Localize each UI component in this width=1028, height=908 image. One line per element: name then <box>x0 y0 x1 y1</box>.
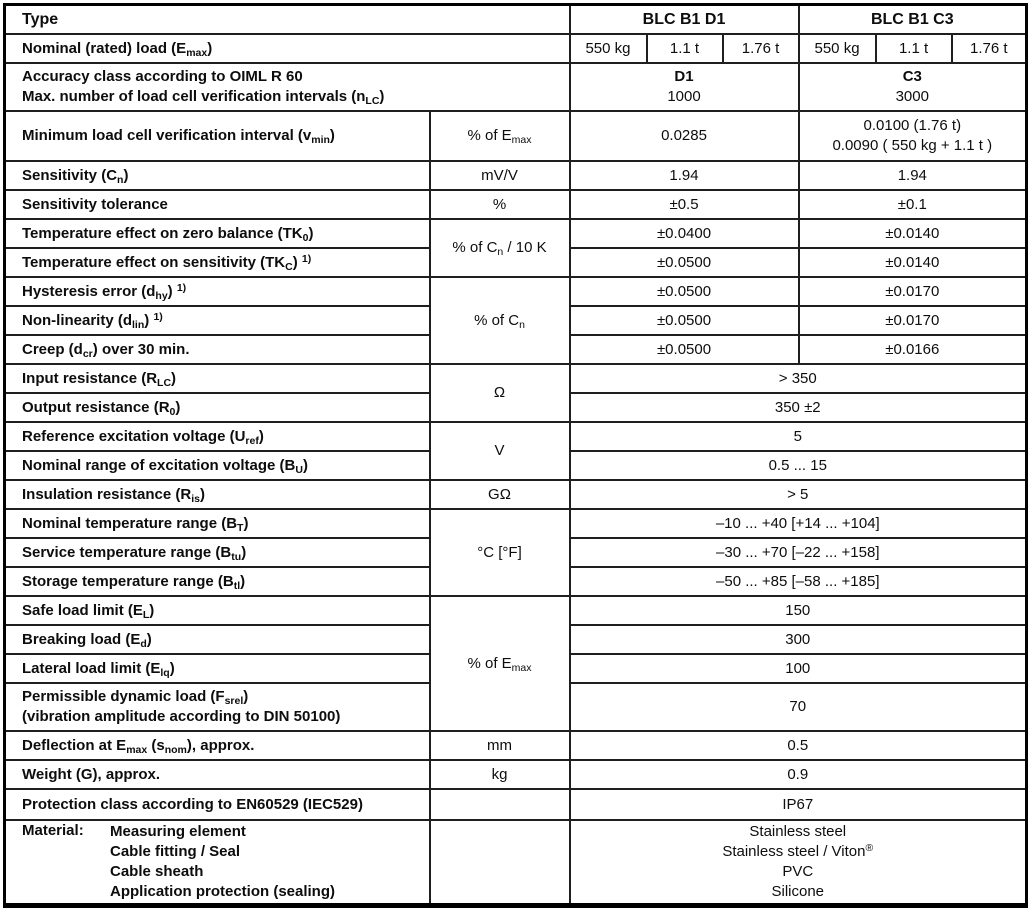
breaking-load-label: Breaking load $(E_d)$ <box>5 625 430 654</box>
breaking-load-value: 300 <box>570 625 1027 654</box>
material-unit-empty <box>430 820 570 906</box>
nonlinearity-c3-value: ±0.0170 <box>799 306 1027 335</box>
column-header-blc-b1-c3: BLC B1 C3 <box>799 5 1027 35</box>
sensitivity-c3-value: 1.94 <box>799 161 1027 190</box>
accuracy-class-c3: C3 <box>902 68 922 85</box>
table-row-accuracy-class <box>5 63 1027 111</box>
accuracy-class-label-line1: Accuracy class according to OIML R 60 <box>22 68 303 85</box>
table-row-sensitivity <box>5 161 1027 190</box>
accuracy-class-label-line2: Max. number of load cell verification intervals $(n_{LC})$ <box>22 88 385 107</box>
dynamic-load-label-line2: (vibration amplitude according to DIN 50100) <box>22 708 341 725</box>
volt-unit: V <box>430 422 570 480</box>
temp-service-value: –30 ... +70 [–22 ... +158] <box>570 538 1027 567</box>
nom-voltage-value: 0.5 ... 15 <box>570 451 1027 480</box>
tkc-label: Temperature effect on sensitivity $(TK_C)$ $^{1)}$ <box>5 248 430 277</box>
min-verification-c3-value <box>799 111 1027 161</box>
material-values-cell <box>570 820 1027 906</box>
percent-cn-unit: % of $C_n$ <box>430 277 570 364</box>
column-header-blc-b1-d1: BLC B1 D1 <box>570 5 799 35</box>
ref-voltage-value: 5 <box>570 422 1027 451</box>
table-row-type <box>5 5 1027 35</box>
creep-d1-value: ±0.0500 <box>570 335 799 364</box>
table-row-min-verification-interval <box>5 111 1027 161</box>
sensitivity-label: Sensitivity $(C_n)$ <box>5 161 430 190</box>
sensitivity-unit: mV/V <box>430 161 570 190</box>
min-verification-label: Minimum load cell verification interval $(v_{min})$ <box>5 111 430 161</box>
material-item-application-protection: Application protection (sealing) <box>110 883 336 900</box>
material-item-measuring-element: Measuring element <box>110 823 246 840</box>
min-verification-c3-line2: 0.0090 ( 550 kg + 1.1 t ) <box>832 137 993 154</box>
table-row-input-resistance <box>5 364 1027 393</box>
table-row-insulation-resistance <box>5 480 1027 509</box>
intervals-d1: 1000 <box>667 88 701 105</box>
nominal-load-label: Nominal (rated) load $(E_{max})$ <box>5 34 570 63</box>
min-verification-unit: % of $E_{max}$ <box>430 111 570 161</box>
nominal-load-d1-550kg: 550 kg <box>570 34 647 63</box>
tkc-c3-value: ±0.0140 <box>799 248 1027 277</box>
nominal-load-c3-1-1t: 1.1 t <box>876 34 952 63</box>
accuracy-class-d1: D1 <box>674 68 694 85</box>
nominal-load-c3-550kg: 550 kg <box>799 34 876 63</box>
tk0-c3-value: ±0.0140 <box>799 219 1027 248</box>
creep-c3-value: ±0.0166 <box>799 335 1027 364</box>
specs-table <box>3 3 1028 908</box>
weight-label: Weight (G), approx. <box>5 760 430 789</box>
table-row-safe-load-limit <box>5 596 1027 625</box>
table-row-sensitivity-tolerance <box>5 190 1027 219</box>
material-value-cable-sheath: PVC <box>782 863 814 880</box>
nominal-load-c3-1-76t: 1.76 t <box>952 34 1027 63</box>
nominal-load-d1-1-76t: 1.76 t <box>723 34 799 63</box>
nonlinearity-label: Non-linearity $(d_{lin})$ $^{1)}$ <box>5 306 430 335</box>
hysteresis-d1-value: ±0.0500 <box>570 277 799 306</box>
table-row-temp-effect-zero <box>5 219 1027 248</box>
table-row-material <box>5 820 1027 906</box>
accuracy-class-d1-value <box>570 63 799 111</box>
nom-voltage-label: Nominal range of excitation voltage $(B_U)$ <box>5 451 430 480</box>
material-value-cable-fitting-seal: Stainless steel / Viton® <box>722 842 874 860</box>
protection-value: IP67 <box>570 789 1027 820</box>
material-value-measuring-element: Stainless steel <box>749 823 847 840</box>
sens-tolerance-label: Sensitivity tolerance <box>5 190 430 219</box>
table-row-hysteresis <box>5 277 1027 306</box>
celsius-fahrenheit-unit: °C [°F] <box>430 509 570 596</box>
input-resistance-value: > 350 <box>570 364 1027 393</box>
safe-load-label: Safe load limit $(E_L)$ <box>5 596 430 625</box>
kg-unit: kg <box>430 760 570 789</box>
table-row-protection-class <box>5 789 1027 820</box>
material-item-cable-sheath: Cable sheath <box>110 863 204 880</box>
type-header-label: Type <box>5 5 570 35</box>
min-verification-d1-value: 0.0285 <box>570 111 799 161</box>
dynamic-load-label-line1: Permissible dynamic load $(F_{srel})$ <box>22 688 249 707</box>
table-row-nominal-temp-range <box>5 509 1027 538</box>
material-value-application-protection: Silicone <box>771 883 825 900</box>
input-resistance-label: Input resistance $(R_{LC})$ <box>5 364 430 393</box>
material-label: Material: <box>22 822 84 839</box>
temp-storage-label: Storage temperature range $(B_{tl})$ <box>5 567 430 596</box>
tk0-d1-value: ±0.0400 <box>570 219 799 248</box>
temp-service-label: Service temperature range $(B_{tu})$ <box>5 538 430 567</box>
dynamic-load-value: 70 <box>570 683 1027 731</box>
dynamic-load-label <box>5 683 430 731</box>
tkc-d1-value: ±0.0500 <box>570 248 799 277</box>
tk0-label: Temperature effect on zero balance $(TK_0)$ <box>5 219 430 248</box>
material-item-cable-fitting-seal: Cable fitting / Seal <box>110 843 241 860</box>
output-resistance-label: Output resistance $(R_0)$ <box>5 393 430 422</box>
hysteresis-c3-value: ±0.0170 <box>799 277 1027 306</box>
sens-tolerance-c3-value: ±0.1 <box>799 190 1027 219</box>
accuracy-class-c3-value <box>799 63 1027 111</box>
percent-emax-unit: % of $E_{max}$ <box>430 596 570 731</box>
nonlinearity-d1-value: ±0.0500 <box>570 306 799 335</box>
creep-label: Creep $(d_{cr})$ over 30 min. <box>5 335 430 364</box>
nominal-load-d1-1-1t: 1.1 t <box>647 34 723 63</box>
lateral-load-value: 100 <box>570 654 1027 683</box>
sens-tolerance-d1-value: ±0.5 <box>570 190 799 219</box>
table-row-reference-voltage <box>5 422 1027 451</box>
hysteresis-label: Hysteresis error $(d_{hy})$ $^{1)}$ <box>5 277 430 306</box>
output-resistance-value: 350 ±2 <box>570 393 1027 422</box>
safe-load-value: 150 <box>570 596 1027 625</box>
mm-unit: mm <box>430 731 570 760</box>
deflection-value: 0.5 <box>570 731 1027 760</box>
min-verification-c3-line1: 0.0100 (1.76 t) <box>863 117 962 134</box>
ref-voltage-label: Reference excitation voltage $(U_{ref})$ <box>5 422 430 451</box>
sensitivity-d1-value: 1.94 <box>570 161 799 190</box>
temp-storage-value: –50 ... +85 [–58 ... +185] <box>570 567 1027 596</box>
deflection-label: Deflection at $E_{max}$ $(s_{nom})$, approx. <box>5 731 430 760</box>
intervals-c3: 3000 <box>895 88 929 105</box>
sens-tolerance-unit: % <box>430 190 570 219</box>
insulation-value: > 5 <box>570 480 1027 509</box>
accuracy-class-label <box>5 63 570 111</box>
table-row-nominal-load <box>5 34 1027 63</box>
material-label-cell <box>5 820 430 906</box>
table-row-weight <box>5 760 1027 789</box>
gigaohm-unit: GΩ <box>430 480 570 509</box>
weight-value: 0.9 <box>570 760 1027 789</box>
temp-nominal-value: –10 ... +40 [+14 ... +104] <box>570 509 1027 538</box>
table-row-deflection <box>5 731 1027 760</box>
lateral-load-label: Lateral load limit $(E_{lq})$ <box>5 654 430 683</box>
protection-unit-empty <box>430 789 570 820</box>
protection-label: Protection class according to EN60529 (IEC529) <box>5 789 430 820</box>
insulation-label: Insulation resistance $(R_{is})$ <box>5 480 430 509</box>
temp-nominal-label: Nominal temperature range $(B_T)$ <box>5 509 430 538</box>
tk-unit: % of $C_n / 10$ K <box>430 219 570 277</box>
ohm-unit: Ω <box>430 364 570 422</box>
